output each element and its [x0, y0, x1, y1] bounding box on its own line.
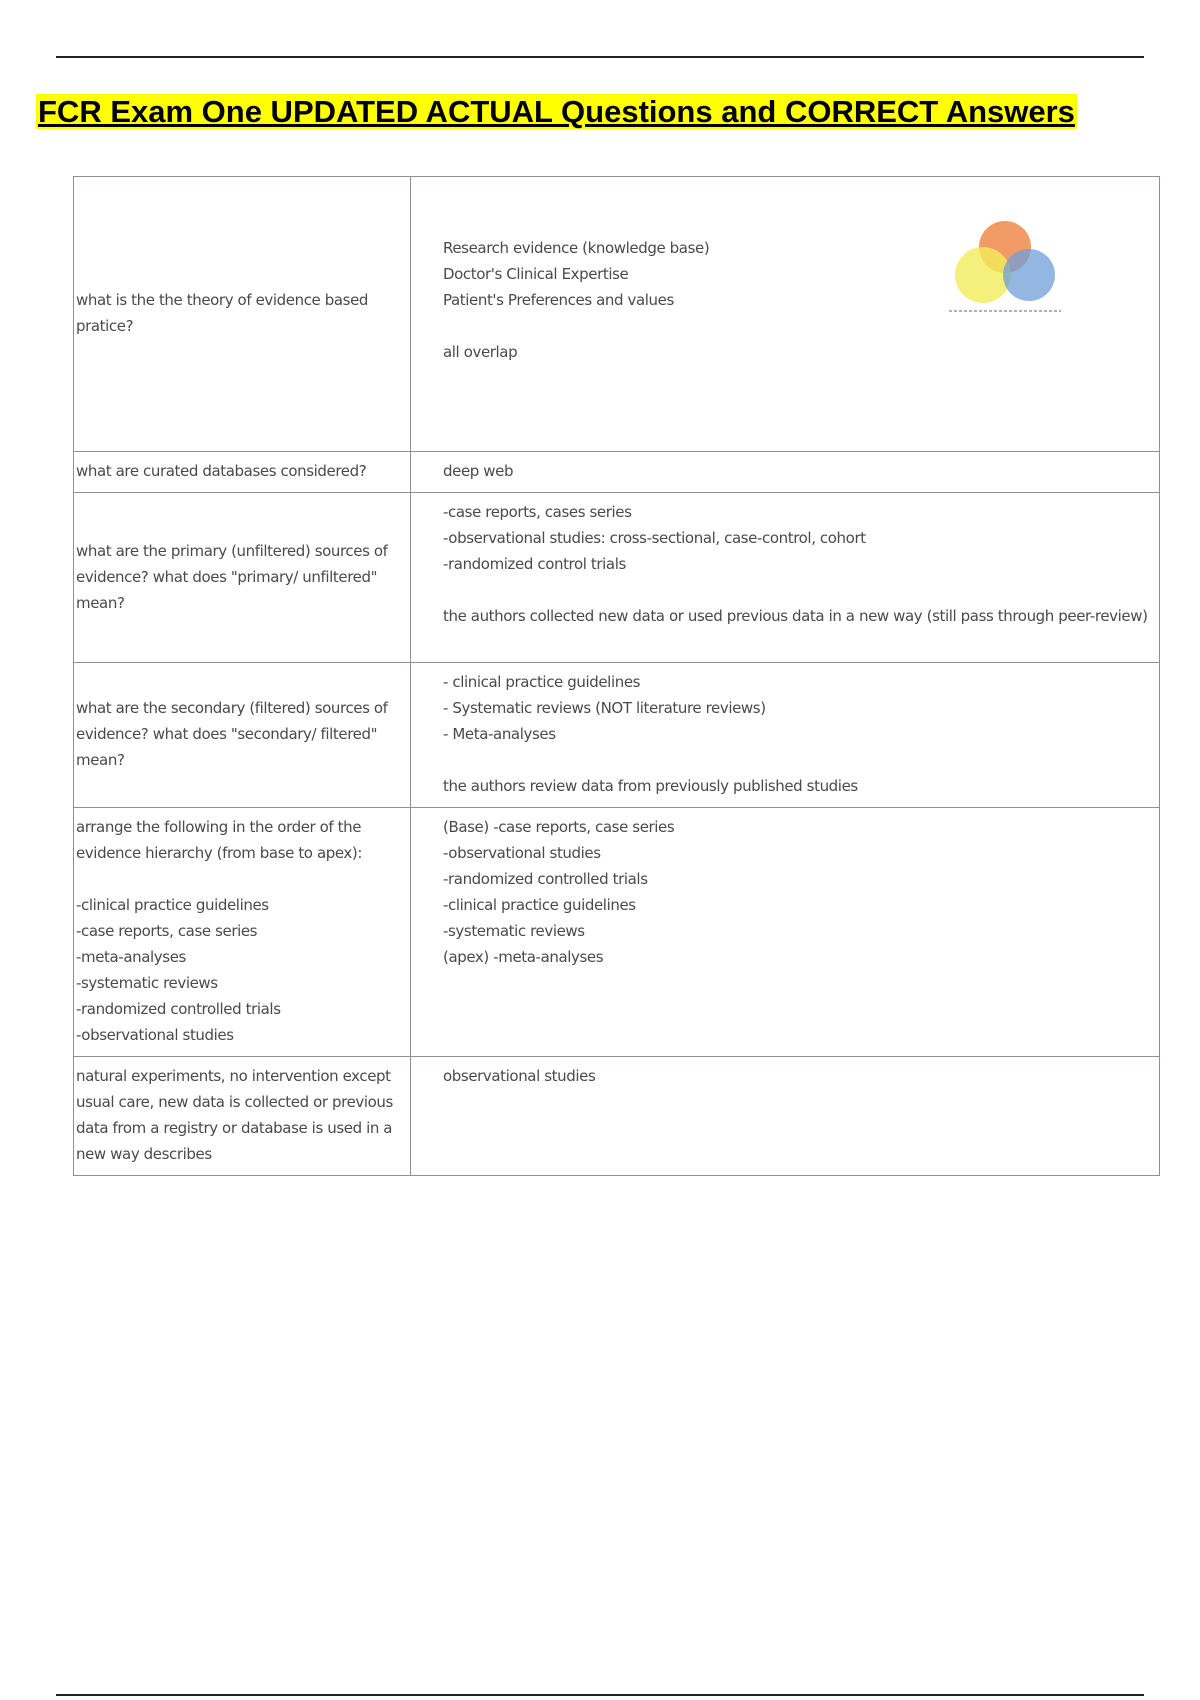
table-row	[74, 177, 1160, 452]
venn-diagram-icon	[943, 215, 1067, 315]
table-row	[74, 663, 1160, 808]
answer-text: Research evidence (knowledge base) Doctor's Clinical Expertise Patient's Preferences and values all overlap	[443, 239, 710, 361]
question-cell: what are the secondary (filtered) sources of evidence? what does "secondary/ filtered" mean?	[74, 663, 411, 808]
answer-cell: deep web	[411, 452, 1160, 493]
question-cell: what is the the theory of evidence based pratice?	[74, 177, 411, 452]
answer-cell: - clinical practice guidelines - Systematic reviews (NOT literature reviews) - Meta-analyses the authors review data from previously published studies	[411, 663, 1160, 808]
answer-cell: observational studies	[411, 1057, 1160, 1176]
table-row	[74, 1057, 1160, 1176]
table-row	[74, 493, 1160, 663]
table-row	[74, 808, 1160, 1057]
qa-table	[73, 176, 1160, 1176]
question-cell: arrange the following in the order of the evidence hierarchy (from base to apex): -clinical practice guidelines -case reports, case series -meta-analyses -systematic reviews -randomized controlled trials -observational studies	[74, 808, 411, 1057]
question-cell: what are curated databases considered?	[74, 452, 411, 493]
question-cell: natural experiments, no intervention except usual care, new data is collected or previous data from a registry or database is used in a new way describes	[74, 1057, 411, 1176]
page-title: FCR Exam One UPDATED ACTUAL Questions and CORRECT Answers	[38, 94, 1075, 129]
top-rule	[56, 56, 1144, 58]
answer-cell: -case reports, cases series -observational studies: cross-sectional, case-control, cohort -randomized control trials the authors collected new data or used previous data in a new way (still pass through peer-review)	[411, 493, 1160, 663]
bottom-rule	[56, 1694, 1144, 1696]
answer-cell: (Base) -case reports, case series -observational studies -randomized controlled trials -clinical practice guidelines -systematic reviews (apex) -meta-analyses	[411, 808, 1160, 1057]
answer-cell	[411, 177, 1160, 452]
table-row	[74, 452, 1160, 493]
question-cell: what are the primary (unfiltered) sources of evidence? what does "primary/ unfiltered" mean?	[74, 493, 411, 663]
